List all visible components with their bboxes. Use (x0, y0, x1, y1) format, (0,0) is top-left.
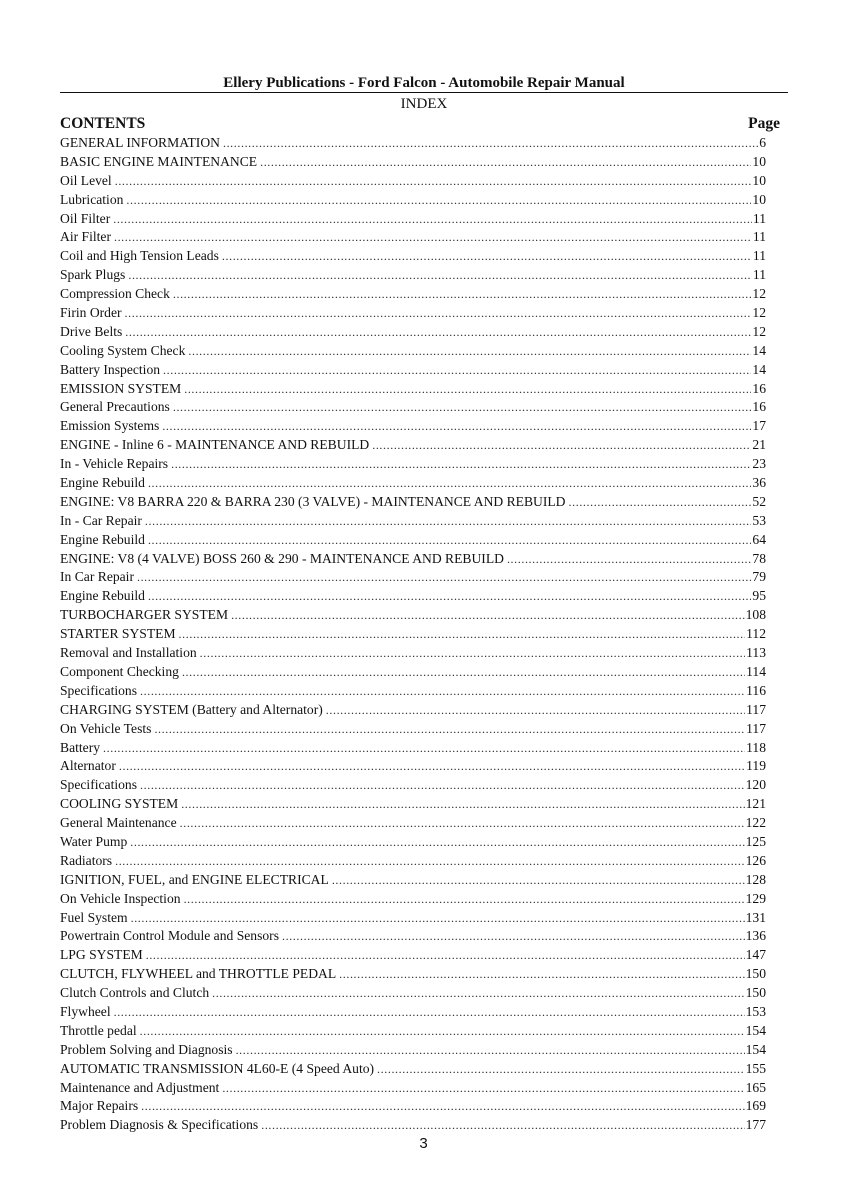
dot-leader (162, 417, 751, 436)
dot-leader (146, 946, 745, 965)
toc-entry (60, 531, 766, 550)
toc-entry-page: 119 (746, 758, 766, 774)
toc-entry-page: 169 (745, 1098, 766, 1114)
toc-entry-page: 136 (745, 928, 766, 944)
toc-entry (60, 606, 766, 625)
dot-leader (140, 1022, 745, 1041)
toc-entry (60, 984, 766, 1003)
dot-leader (148, 531, 751, 550)
toc-entry-title: BASIC ENGINE MAINTENANCE (60, 153, 258, 169)
dot-leader (339, 965, 744, 984)
dot-leader (182, 663, 745, 682)
toc-entry (60, 795, 766, 814)
toc-entry (60, 323, 766, 342)
toc-entry (60, 342, 766, 361)
toc-entry-title: Maintenance and Adjustment (60, 1079, 220, 1095)
dot-leader (171, 455, 751, 474)
toc-entry-page: 153 (745, 1003, 766, 1019)
toc-entry-page: 155 (745, 1060, 766, 1076)
dot-leader (282, 927, 745, 946)
toc-entry-title: Compression Check (60, 286, 170, 302)
toc-entry (60, 871, 766, 890)
toc-entry-page: 154 (745, 1022, 766, 1038)
toc-entry-page: 14 (752, 342, 766, 358)
toc-entry-page: 16 (752, 380, 766, 396)
toc-entry-page: 118 (746, 739, 766, 755)
toc-entry (60, 361, 766, 380)
dot-leader (115, 172, 752, 191)
dot-leader (326, 701, 745, 720)
toc-entry-title: Specifications (60, 777, 138, 793)
toc-entry (60, 172, 766, 191)
dot-leader (145, 512, 751, 531)
toc-entry (60, 927, 766, 946)
toc-entry-page: 112 (746, 626, 766, 642)
toc-entry-page: 10 (752, 172, 766, 188)
toc-entry-title: Water Pump (60, 833, 128, 849)
dot-leader (128, 266, 752, 285)
toc-entry (60, 285, 766, 304)
toc-entry-page: 150 (745, 966, 766, 982)
toc-entry (60, 1022, 766, 1041)
toc-entry-page: 12 (752, 323, 766, 339)
toc-entry (60, 776, 766, 795)
toc-entry-title: Problem Diagnosis & Specifications (60, 1117, 259, 1133)
toc-entry-title: Radiators (60, 852, 113, 868)
toc-entry (60, 587, 766, 606)
toc-entry-page: 95 (752, 588, 766, 604)
toc-entry (60, 739, 766, 758)
dot-leader (180, 814, 745, 833)
toc-entry-title: Throttle pedal (60, 1022, 137, 1038)
toc-entry-title: Removal and Installation (60, 645, 197, 661)
toc-entry-title: On Vehicle Inspection (60, 890, 181, 906)
toc-entry (60, 568, 766, 587)
toc-entry-page: 10 (752, 153, 766, 169)
dot-leader (173, 398, 752, 417)
toc-entry-title: Spark Plugs (60, 267, 126, 283)
running-header: Ellery Publications - Ford Falcon - Automobile Repair Manual (223, 75, 625, 91)
toc-entry-page: 79 (752, 569, 766, 585)
dot-leader (114, 228, 752, 247)
dot-leader (200, 644, 745, 663)
toc-entry (60, 946, 766, 965)
toc-entry-title: Fuel System (60, 909, 128, 925)
toc-entry-page: 131 (745, 909, 766, 925)
dot-leader (222, 247, 752, 266)
dot-leader (261, 1116, 744, 1135)
toc-entry (60, 909, 766, 928)
toc-entry-title: Lubrication (60, 191, 124, 207)
toc-entry-title: TURBOCHARGER SYSTEM (60, 607, 229, 623)
toc-entry-page: 128 (745, 871, 766, 887)
toc-entry-page: 36 (752, 475, 766, 491)
toc-entry (60, 247, 766, 266)
toc-entry-page: 154 (745, 1041, 766, 1057)
dot-leader (140, 682, 745, 701)
dot-leader (377, 1060, 745, 1079)
toc-entry-title: GENERAL INFORMATION (60, 135, 220, 150)
toc-entry (60, 550, 766, 569)
dot-leader (569, 493, 752, 512)
toc-entry-page: 147 (745, 947, 766, 963)
toc-entry (60, 1041, 766, 1060)
toc-entry-page: 177 (745, 1117, 766, 1133)
toc-entry-title: Powertrain Control Module and Sensors (60, 928, 279, 944)
toc-entry (60, 663, 766, 682)
toc-entry-page: 122 (745, 815, 766, 831)
dot-leader (126, 191, 751, 210)
toc-entry-title: AUTOMATIC TRANSMISSION 4L60-E (4 Speed Auto) (60, 1060, 375, 1076)
toc-entry (60, 436, 766, 455)
dot-leader (114, 1003, 745, 1022)
toc-entry-title: Oil Level (60, 172, 112, 188)
toc-entry-page: 10 (752, 191, 766, 207)
toc-entry-title: Coil and High Tension Leads (60, 248, 219, 264)
index-title: INDEX (400, 96, 448, 112)
dot-leader (125, 304, 752, 323)
toc-entry-page: 78 (752, 550, 766, 566)
toc-entry (60, 398, 766, 417)
toc-entry-title: LPG SYSTEM (60, 947, 143, 963)
toc-entry-page: 52 (752, 493, 766, 509)
page-heading: Page (748, 115, 780, 132)
toc-entry-page: 129 (745, 890, 766, 906)
toc-entry (60, 474, 766, 493)
toc-entry-title: General Maintenance (60, 815, 177, 831)
dot-leader (113, 210, 752, 229)
toc-entry-page: 12 (752, 305, 766, 321)
toc-entry-page: 120 (745, 777, 766, 793)
dot-leader (507, 550, 751, 569)
toc-entry-title: Emission Systems (60, 418, 160, 434)
dot-leader (115, 852, 745, 871)
toc-entry-page: 108 (745, 607, 766, 623)
toc-entry (60, 890, 766, 909)
dot-leader (236, 1041, 745, 1060)
page-number: 3 (419, 1135, 428, 1152)
header-rule (60, 92, 788, 93)
toc-entry-title: Battery (60, 739, 101, 755)
dot-leader (231, 606, 745, 625)
toc-entry-title: Alternator (60, 758, 116, 774)
dot-leader (148, 474, 751, 493)
toc-entry (60, 682, 766, 701)
toc-entry-title: In Car Repair (60, 569, 134, 585)
dot-leader (184, 890, 745, 909)
toc-entry-page: 117 (746, 701, 766, 717)
toc-entry-page: 117 (746, 720, 766, 736)
toc-entry (60, 965, 766, 984)
dot-leader (222, 1079, 744, 1098)
toc-entry-page: 165 (745, 1079, 766, 1095)
dot-leader (179, 625, 746, 644)
toc-entry (60, 701, 766, 720)
dot-leader (260, 153, 751, 172)
dot-leader (181, 795, 744, 814)
toc-entry-page: 116 (746, 682, 766, 698)
toc-entry (60, 455, 766, 474)
toc-entry-title: CHARGING SYSTEM (Battery and Alternator) (60, 701, 323, 717)
toc-entry-title: On Vehicle Tests (60, 720, 152, 736)
toc-entry-title: General Precautions (60, 399, 170, 415)
toc-entry-title: Air Filter (60, 229, 111, 245)
toc-entry (60, 1060, 766, 1079)
toc-entry-title: Cooling System Check (60, 342, 186, 358)
toc-entry-title: Engine Rebuild (60, 588, 145, 604)
toc-entry-title: Drive Belts (60, 323, 123, 339)
contents-heading: CONTENTS (60, 115, 146, 132)
toc-entry-page: 17 (752, 418, 766, 434)
toc-entry-page: 16 (752, 399, 766, 415)
toc-entry (60, 304, 766, 323)
toc-entry (60, 720, 766, 739)
toc-entry (60, 493, 766, 512)
dot-leader (173, 285, 752, 304)
toc-entry-title: Clutch Controls and Clutch (60, 985, 210, 1001)
dot-leader (188, 342, 751, 361)
toc-entry (60, 1003, 766, 1022)
toc-entry-title: ENGINE: V8 (4 VALVE) BOSS 260 & 290 - MAINTENANCE AND REBUILD (60, 550, 504, 566)
toc-entry-page: 21 (752, 437, 766, 453)
toc-entry-page: 12 (752, 286, 766, 302)
dot-leader (154, 720, 745, 739)
toc-entry (60, 757, 766, 776)
toc-entry-title: Component Checking (60, 663, 179, 679)
toc-entry-title: Oil Filter (60, 210, 111, 226)
dot-leader (148, 587, 751, 606)
dot-leader (223, 134, 758, 153)
toc-entry-title: EMISSION SYSTEM (60, 380, 182, 396)
toc-entry-title: COOLING SYSTEM (60, 796, 179, 812)
toc-entry-title: In - Vehicle Repairs (60, 456, 169, 472)
toc-entry-title: In - Car Repair (60, 512, 142, 528)
column-headings (60, 114, 780, 134)
dot-leader (184, 380, 751, 399)
toc-entry (60, 814, 766, 833)
toc-entry-page: 14 (752, 361, 766, 377)
toc-entry-title: ENGINE: V8 BARRA 220 & BARRA 230 (3 VALVE) - MAINTENANCE AND REBUILD (60, 493, 566, 509)
toc-entry-page: 11 (752, 229, 766, 245)
dot-leader (332, 871, 745, 890)
toc-entry (60, 1079, 766, 1098)
table-of-contents (60, 134, 766, 1135)
toc-entry-title: IGNITION, FUEL, and ENGINE ELECTRICAL (60, 871, 329, 887)
toc-entry-page: 126 (745, 852, 766, 868)
toc-entry-title: ENGINE - Inline 6 - MAINTENANCE AND REBUILD (60, 437, 370, 453)
dot-leader (141, 1097, 744, 1116)
toc-entry-title: Major Repairs (60, 1098, 139, 1114)
dot-leader (131, 909, 745, 928)
toc-entry-title: Engine Rebuild (60, 475, 145, 491)
toc-entry (60, 625, 766, 644)
toc-entry-page: 121 (745, 796, 766, 812)
toc-entry-page: 6 (759, 135, 766, 150)
toc-entry-page: 11 (752, 267, 766, 283)
dot-leader (372, 436, 751, 455)
toc-entry-page: 150 (745, 985, 766, 1001)
toc-entry (60, 266, 766, 285)
toc-entry (60, 191, 766, 210)
toc-entry (60, 228, 766, 247)
toc-entry (60, 210, 766, 229)
toc-entry-page: 114 (746, 663, 766, 679)
toc-entry-page: 64 (752, 531, 766, 547)
toc-entry-page: 11 (752, 210, 766, 226)
toc-entry-title: Flywheel (60, 1003, 111, 1019)
toc-entry-title: Specifications (60, 682, 138, 698)
toc-entry (60, 380, 766, 399)
dot-leader (103, 739, 745, 758)
dot-leader (125, 323, 751, 342)
dot-leader (130, 833, 744, 852)
dot-leader (137, 568, 751, 587)
toc-entry-page: 125 (745, 833, 766, 849)
toc-entry-title: Engine Rebuild (60, 531, 145, 547)
toc-entry-title: CLUTCH, FLYWHEEL and THROTTLE PEDAL (60, 966, 337, 982)
toc-entry-title: STARTER SYSTEM (60, 626, 176, 642)
toc-entry (60, 833, 766, 852)
toc-entry-title: Battery Inspection (60, 361, 161, 377)
toc-entry (60, 512, 766, 531)
toc-entry-page: 23 (752, 456, 766, 472)
toc-entry-title: Problem Solving and Diagnosis (60, 1041, 233, 1057)
toc-entry-page: 113 (746, 645, 766, 661)
toc-entry (60, 134, 766, 153)
toc-entry (60, 852, 766, 871)
dot-leader (119, 757, 745, 776)
toc-entry (60, 417, 766, 436)
toc-entry (60, 1116, 766, 1135)
toc-entry (60, 153, 766, 172)
toc-entry-page: 53 (752, 512, 766, 528)
toc-entry-page: 11 (752, 248, 766, 264)
dot-leader (140, 776, 745, 795)
dot-leader (163, 361, 751, 380)
toc-entry (60, 644, 766, 663)
dot-leader (212, 984, 744, 1003)
toc-entry (60, 1097, 766, 1116)
toc-entry-title: Firin Order (60, 305, 122, 321)
